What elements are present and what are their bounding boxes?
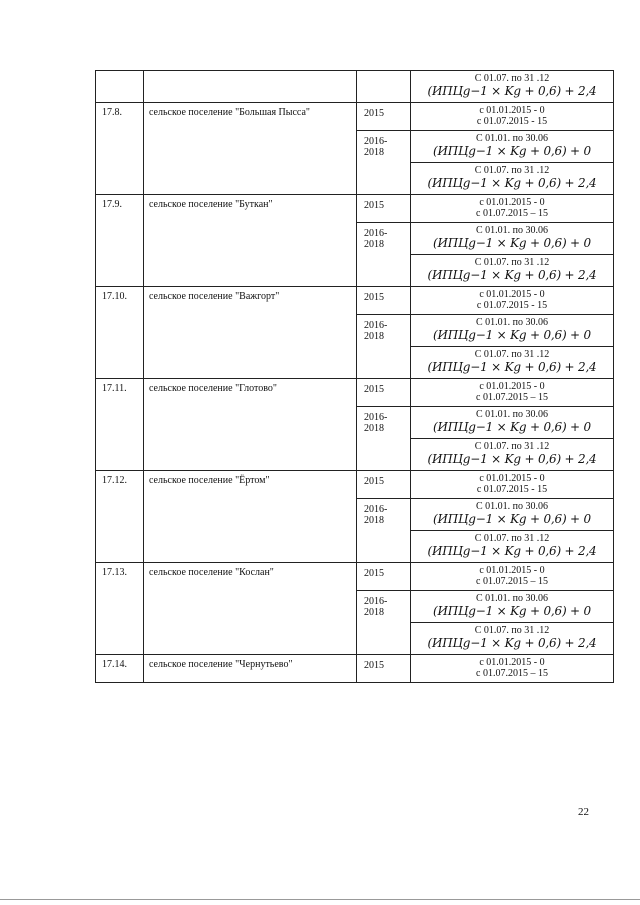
period-text: С 01.01. по 30.06 [475,133,549,144]
period-text: С 01.07. по 31 .12 [474,441,550,452]
settlement-name: сельское поселение "Важгорт" [149,291,280,302]
period-text: С 01.07. по 31 .12 [474,165,550,176]
year-range [357,71,410,76]
item-number-cell [96,103,144,195]
year-cell [357,407,411,471]
index-formula: (ИПЦg−1 × Kg + 0,6) + 2,4 [427,360,597,374]
item-number-cell [96,71,144,103]
table-row [96,379,614,407]
index-value-cell [411,223,614,255]
settlement-name: сельское поселение "Буткан" [149,199,273,210]
table-row [96,103,614,131]
index-value-cell [411,315,614,347]
bottom-divider [0,899,640,900]
year-cell [357,71,411,103]
period-text-2: с 01.07.2015 - 15 [476,484,548,495]
index-value-cell [411,287,614,315]
year-range: 2015 [364,200,384,211]
item-number: 17.13. [102,567,127,578]
index-value-cell [411,591,614,623]
tariff-table [95,70,614,683]
settlement-name-cell [144,563,357,655]
item-number-cell [96,287,144,379]
index-value-cell [411,439,614,471]
index-formula: (ИПЦg−1 × Kg + 0,6) + 0 [433,420,591,434]
year-cell [357,131,411,195]
year-cell [357,655,411,683]
settlement-name: сельское поселение "Большая Пысса" [149,107,311,118]
year-range: 2016- 2018 [364,136,388,158]
year-cell [357,195,411,223]
period-text: с 01.01.2015 - 0 [479,657,545,668]
index-value-cell [411,131,614,163]
period-text: С 01.01. по 30.06 [475,593,549,604]
period-text: С 01.07. по 31 .12 [474,533,550,544]
table-row [96,71,614,103]
year-cell [357,499,411,563]
year-cell [357,563,411,591]
index-formula: (ИПЦg−1 × Kg + 0,6) + 2,4 [427,636,597,650]
year-cell [357,471,411,499]
index-value-cell [411,655,614,683]
index-formula: (ИПЦg−1 × Kg + 0,6) + 2,4 [427,544,597,558]
settlement-name-cell [144,195,357,287]
settlement-name-cell [144,655,357,683]
index-value-cell [411,103,614,131]
index-value-cell [411,623,614,655]
year-range: 2016- 2018 [364,596,388,618]
index-value-cell [411,407,614,439]
index-value-cell [411,471,614,499]
year-range: 2015 [364,568,384,579]
item-number-cell [96,563,144,655]
year-cell [357,591,411,655]
item-number: 17.11. [102,383,127,394]
item-number-cell [96,379,144,471]
settlement-name: сельское поселение "Кослан" [149,567,274,578]
period-text: С 01.01. по 30.06 [475,225,549,236]
index-value-cell [411,499,614,531]
index-formula: (ИПЦg−1 × Kg + 0,6) + 0 [433,604,591,618]
table-row [96,195,614,223]
index-formula: (ИПЦg−1 × Kg + 0,6) + 0 [433,144,591,158]
year-range: 2016- 2018 [364,412,388,434]
table-row [96,563,614,591]
year-range: 2015 [364,476,384,487]
year-cell [357,315,411,379]
period-text-2: с 01.07.2015 - 15 [476,300,548,311]
settlement-name: сельское поселение "Ёртом" [149,475,270,486]
item-number-cell [96,471,144,563]
period-text-2: с 01.07.2015 – 15 [476,208,548,219]
page-number: 22 [578,806,589,818]
index-formula: (ИПЦg−1 × Kg + 0,6) + 2,4 [427,268,597,282]
period-text: с 01.01.2015 - 0 [479,473,545,484]
table-row [96,471,614,499]
year-range: 2015 [364,384,384,395]
item-number: 17.8. [102,107,122,118]
year-range: 2015 [364,660,384,671]
item-number: 17.14. [102,659,127,670]
index-value-cell [411,255,614,287]
year-cell [357,287,411,315]
period-text: С 01.01. по 30.06 [475,317,549,328]
index-formula: (ИПЦg−1 × Kg + 0,6) + 2,4 [427,452,597,466]
year-cell [357,223,411,287]
index-value-cell [411,71,614,103]
period-text: С 01.07. по 31 .12 [474,625,550,636]
period-text: с 01.01.2015 - 0 [479,105,545,116]
index-formula: (ИПЦg−1 × Kg + 0,6) + 0 [433,512,591,526]
item-number: 17.12. [102,475,127,486]
year-range: 2016- 2018 [364,320,388,342]
settlement-name-cell [144,379,357,471]
settlement-name [144,71,356,75]
index-formula: (ИПЦg−1 × Kg + 0,6) + 0 [433,236,591,250]
period-text: С 01.07. по 31 .12 [474,349,550,360]
item-number-cell [96,195,144,287]
period-text: С 01.01. по 30.06 [475,409,549,420]
item-number: 17.10. [102,291,127,302]
period-text-2: с 01.07.2015 – 15 [476,668,548,679]
year-range: 2016- 2018 [364,228,388,250]
settlement-name-cell [144,71,357,103]
settlement-name-cell [144,471,357,563]
settlement-name-cell [144,287,357,379]
year-range: 2015 [364,108,384,119]
period-text-2: с 01.07.2015 - 15 [476,116,548,127]
index-value-cell [411,531,614,563]
settlement-name: сельское поселение "Чернутьево" [149,659,293,670]
index-value-cell [411,379,614,407]
year-cell [357,103,411,131]
item-number-cell [96,655,144,683]
year-cell [357,379,411,407]
period-text: С 01.07. по 31 .12 [474,257,550,268]
index-formula: (ИПЦg−1 × Kg + 0,6) + 2,4 [427,84,597,98]
index-value-cell [411,347,614,379]
year-range: 2016- 2018 [364,504,388,526]
index-value-cell [411,195,614,223]
period-text-2: с 01.07.2015 – 15 [476,576,548,587]
year-range: 2015 [364,292,384,303]
period-text: с 01.01.2015 - 0 [479,197,545,208]
period-text: С 01.07. по 31 .12 [474,73,550,84]
table-row [96,655,614,683]
settlement-name: сельское поселение "Глотово" [149,383,278,394]
settlement-name-cell [144,103,357,195]
item-number [96,71,143,75]
table-row [96,287,614,315]
period-text: с 01.01.2015 - 0 [479,381,545,392]
index-formula: (ИПЦg−1 × Kg + 0,6) + 0 [433,328,591,342]
period-text-2: с 01.07.2015 – 15 [476,392,548,403]
period-text: С 01.01. по 30.06 [475,501,549,512]
item-number: 17.9. [102,199,122,210]
index-value-cell [411,163,614,195]
index-value-cell [411,563,614,591]
index-formula: (ИПЦg−1 × Kg + 0,6) + 2,4 [427,176,597,190]
period-text: с 01.01.2015 - 0 [479,565,545,576]
period-text: с 01.01.2015 - 0 [479,289,545,300]
